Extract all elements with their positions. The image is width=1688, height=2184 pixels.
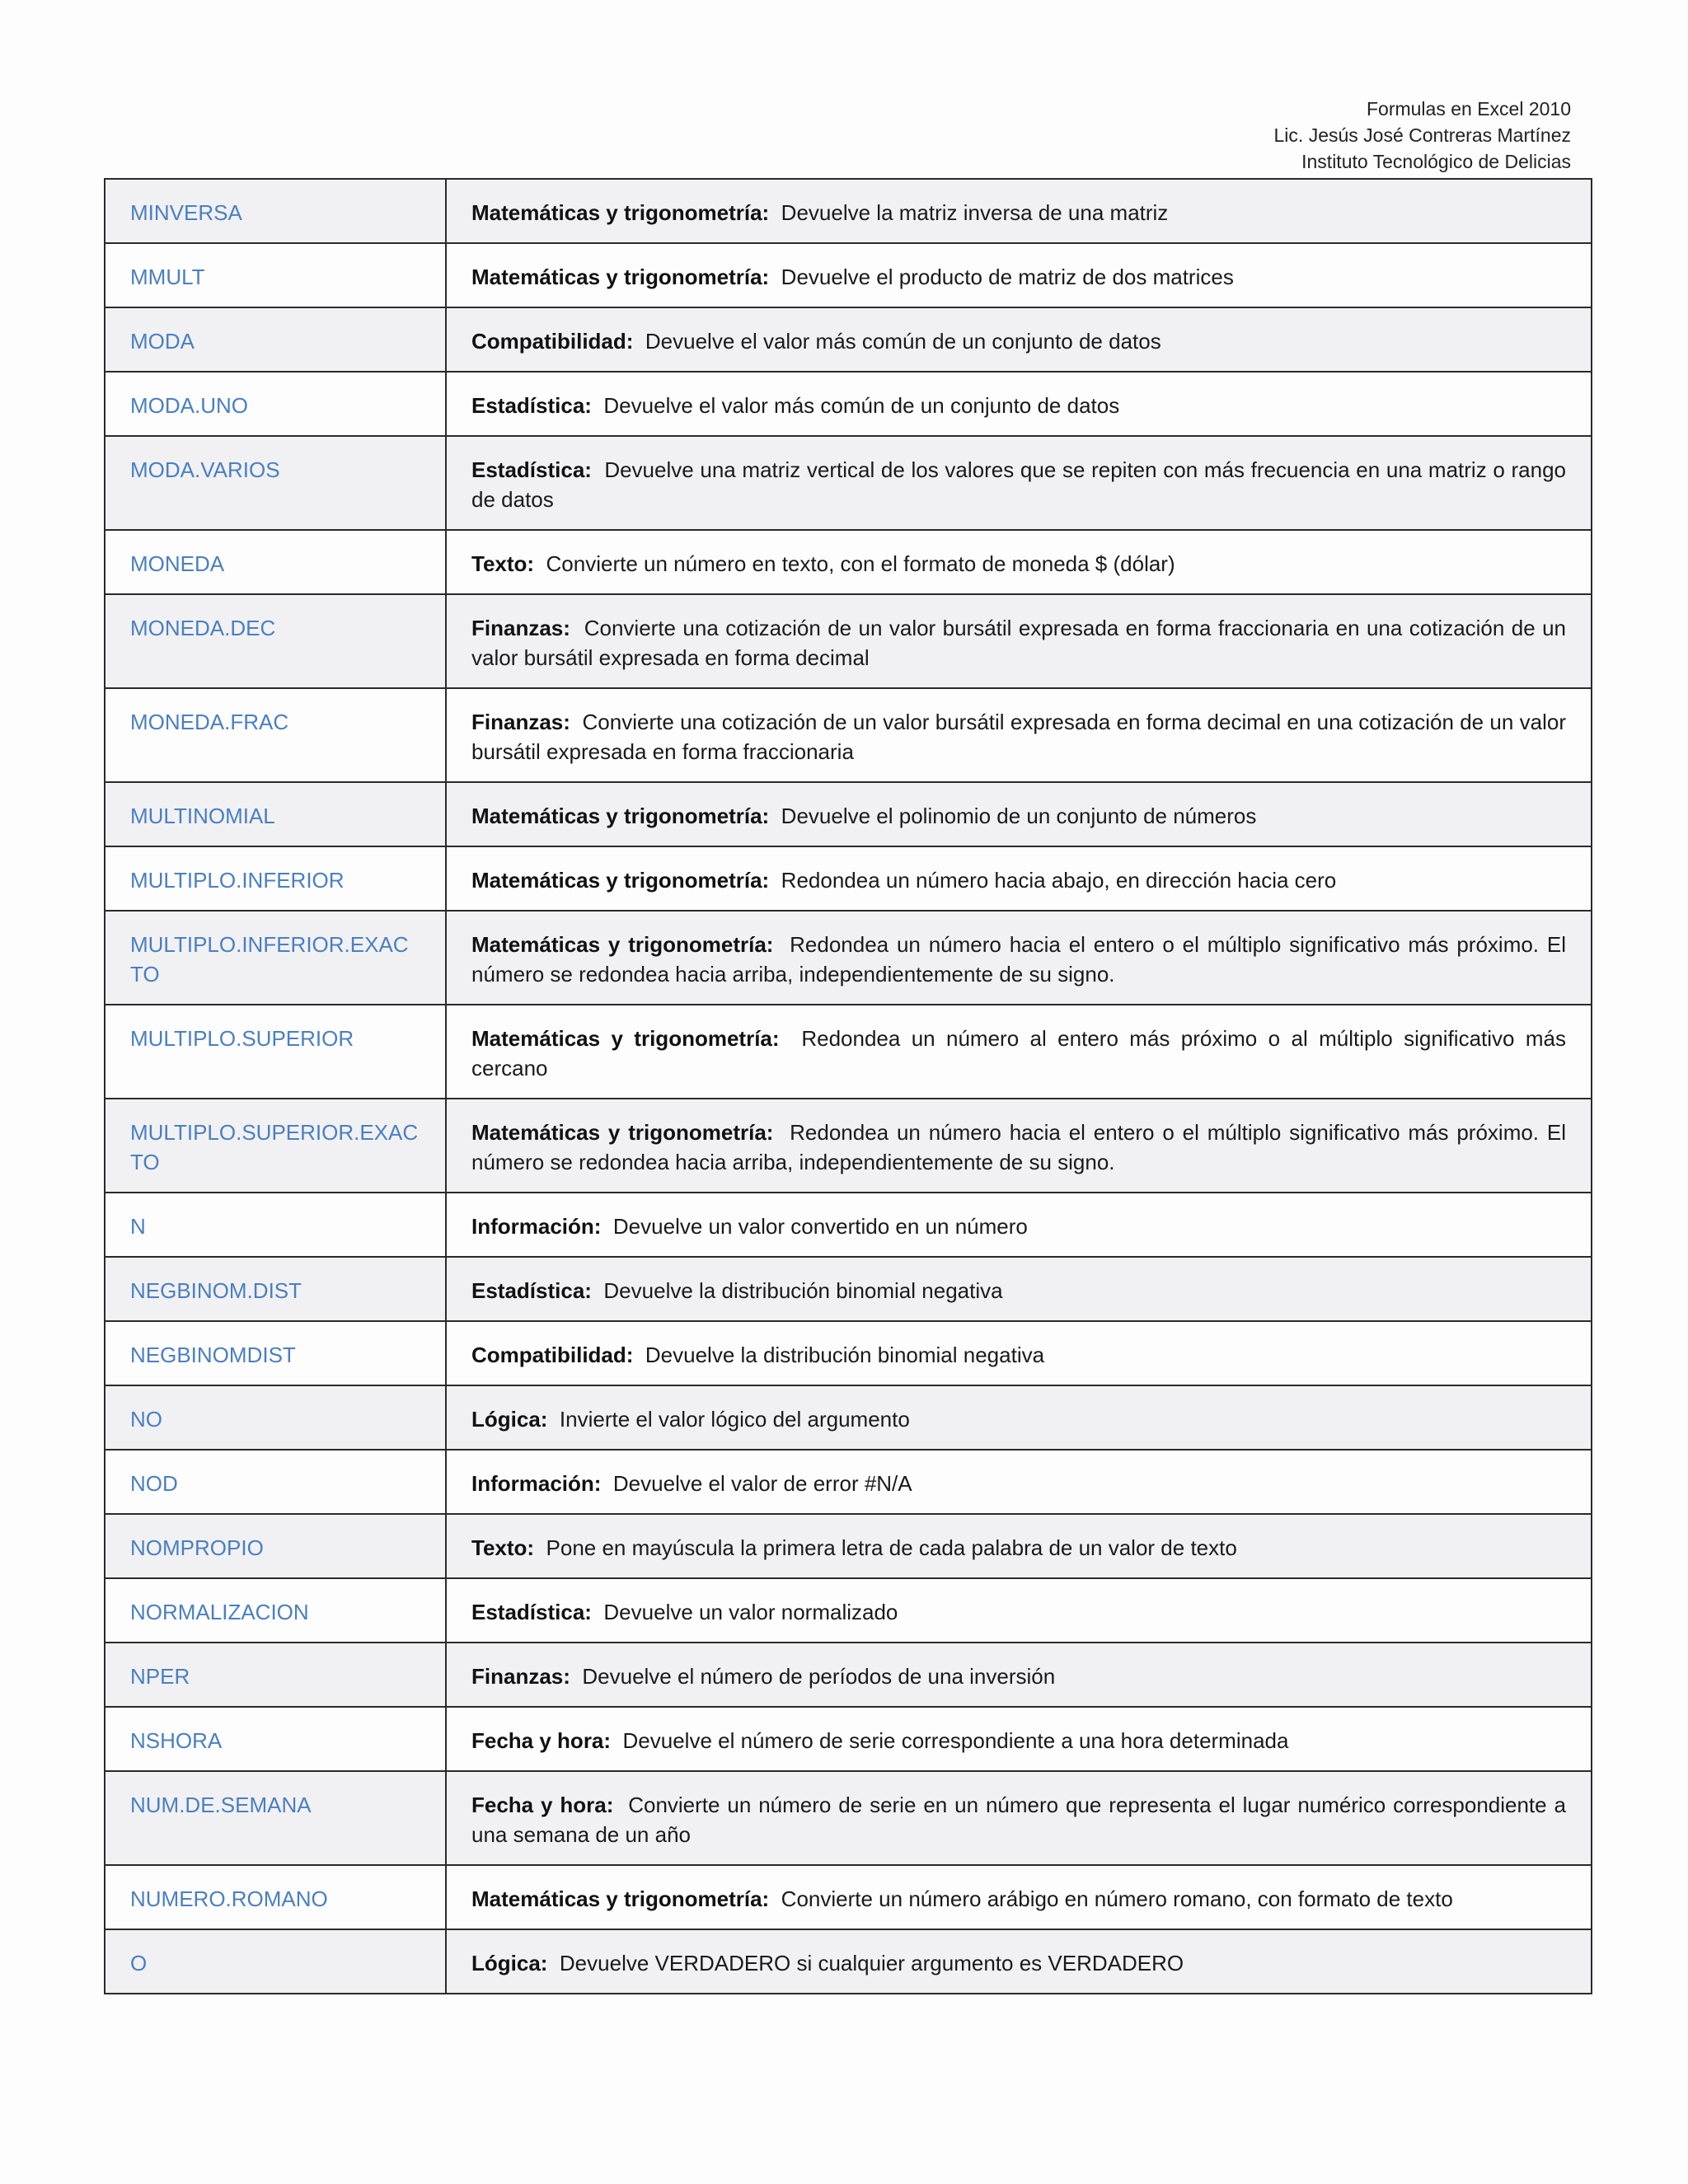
- function-description-text: Convierte un número arábigo en número romano, con formato de texto: [781, 1886, 1453, 1911]
- function-description: [446, 1005, 1592, 1099]
- table-row: [105, 436, 1592, 530]
- table-row: [105, 1005, 1592, 1099]
- function-description: [446, 911, 1592, 1005]
- table-row: [105, 1771, 1592, 1865]
- function-category: Finanzas:: [471, 1664, 570, 1689]
- function-description-text: Devuelve el valor de error #N/A: [612, 1471, 912, 1496]
- function-category: Matemáticas y trigonometría:: [471, 932, 774, 957]
- function-name: MODA: [105, 307, 446, 372]
- table-row: [105, 179, 1592, 243]
- function-name: NUMERO.ROMANO: [105, 1865, 446, 1929]
- function-name: MULTIPLO.INFERIOR.EXACTO: [105, 911, 446, 1005]
- function-description: [446, 1707, 1592, 1771]
- function-name: NEGBINOM.DIST: [105, 1257, 446, 1321]
- function-description-text: Devuelve el valor más común de un conjunto de datos: [645, 329, 1161, 354]
- function-description: [446, 846, 1592, 911]
- table-row: [105, 1193, 1592, 1257]
- table-row: [105, 1707, 1592, 1771]
- table-row: [105, 594, 1592, 688]
- function-description-text: Convierte una cotización de un valor bursátil expresada en forma decimal en una cotización de un valor bursátil expresada en forma fraccionaria: [471, 710, 1566, 764]
- function-name: MULTINOMIAL: [105, 782, 446, 846]
- function-category: Matemáticas y trigonometría:: [471, 1886, 770, 1911]
- function-category: Matemáticas y trigonometría:: [471, 868, 770, 893]
- function-description: [446, 1193, 1592, 1257]
- function-category: Finanzas:: [471, 616, 570, 640]
- function-description: [446, 782, 1592, 846]
- function-category: Matemáticas y trigonometría:: [471, 804, 770, 828]
- table-row: [105, 688, 1592, 782]
- table-row: [105, 1321, 1592, 1385]
- function-name: NEGBINOMDIST: [105, 1321, 446, 1385]
- function-description: [446, 1099, 1592, 1193]
- function-category: Estadística:: [471, 393, 592, 418]
- function-name: MULTIPLO.SUPERIOR: [105, 1005, 446, 1099]
- function-name: MONEDA: [105, 530, 446, 594]
- function-description: [446, 530, 1592, 594]
- function-description-text: Redondea un número al entero más próximo o al múltiplo significativo más cercano: [471, 1026, 1566, 1080]
- function-category: Matemáticas y trigonometría:: [471, 200, 770, 225]
- function-description: [446, 1450, 1592, 1514]
- function-description-text: Devuelve VERDADERO si cualquier argumento es VERDADERO: [559, 1951, 1184, 1975]
- function-description-text: Pone en mayúscula la primera letra de cada palabra de un valor de texto: [546, 1535, 1237, 1560]
- table-row: [105, 911, 1592, 1005]
- function-description-text: Devuelve el número de períodos de una inversión: [582, 1664, 1056, 1689]
- function-name: MMULT: [105, 243, 446, 307]
- function-description-text: Devuelve la distribución binomial negativa: [603, 1278, 1003, 1303]
- function-description-text: Devuelve el número de serie correspondiente a una hora determinada: [622, 1728, 1289, 1753]
- function-name: MULTIPLO.SUPERIOR.EXACTO: [105, 1099, 446, 1193]
- table-row: [105, 1257, 1592, 1321]
- function-description: [446, 1865, 1592, 1929]
- function-description: [446, 594, 1592, 688]
- function-category: Compatibilidad:: [471, 1343, 634, 1367]
- table-row: [105, 782, 1592, 846]
- header-institution: Instituto Tecnológico de Delicias: [1301, 151, 1571, 172]
- function-category: Estadística:: [471, 457, 592, 482]
- table-row: [105, 1450, 1592, 1514]
- function-category: Lógica:: [471, 1407, 548, 1432]
- page-header: [1274, 96, 1571, 175]
- function-description-text: Devuelve una matriz vertical de los valores que se repiten con más frecuencia en una matriz o rango de datos: [471, 457, 1567, 512]
- table-row: [105, 1099, 1592, 1193]
- function-description-text: Convierte un número en texto, con el formato de moneda $ (dólar): [546, 551, 1175, 576]
- table-row: [105, 1865, 1592, 1929]
- function-name: MONEDA.FRAC: [105, 688, 446, 782]
- function-description-text: Devuelve un valor convertido en un número: [612, 1214, 1028, 1239]
- function-description: [446, 688, 1592, 782]
- function-name: MONEDA.DEC: [105, 594, 446, 688]
- function-description-text: Devuelve un valor normalizado: [603, 1600, 898, 1624]
- function-name: NUM.DE.SEMANA: [105, 1771, 446, 1865]
- function-category: Estadística:: [471, 1278, 592, 1303]
- function-description: [446, 1643, 1592, 1707]
- functions-table: [104, 178, 1592, 1994]
- function-description: [446, 307, 1592, 372]
- function-category: Compatibilidad:: [471, 329, 634, 354]
- function-category: Fecha y hora:: [471, 1728, 612, 1753]
- function-description-text: Redondea un número hacia abajo, en dirección hacia cero: [781, 868, 1337, 893]
- function-description-text: Devuelve el producto de matriz de dos matrices: [781, 265, 1234, 289]
- function-category: Fecha y hora:: [471, 1793, 614, 1817]
- function-description: [446, 1578, 1592, 1643]
- function-name: NOD: [105, 1450, 446, 1514]
- function-name: NO: [105, 1385, 446, 1450]
- function-name: MODA.VARIOS: [105, 436, 446, 530]
- function-name: NSHORA: [105, 1707, 446, 1771]
- function-description-text: Redondea un número hacia el entero o el múltiplo significativo más próximo. El número se redondea hacia arriba, independientemente de su signo.: [471, 932, 1566, 987]
- function-category: Lógica:: [471, 1951, 548, 1975]
- function-category: Información:: [471, 1214, 602, 1239]
- function-category: Texto:: [471, 1535, 535, 1560]
- function-category: Matemáticas y trigonometría:: [471, 1120, 774, 1145]
- table-row: [105, 1578, 1592, 1643]
- function-category: Texto:: [471, 551, 535, 576]
- function-name: NPER: [105, 1643, 446, 1707]
- function-description: [446, 1257, 1592, 1321]
- table-row: [105, 1385, 1592, 1450]
- table-row: [105, 846, 1592, 911]
- table-row: [105, 1643, 1592, 1707]
- function-description: [446, 436, 1592, 530]
- function-name: NORMALIZACION: [105, 1578, 446, 1643]
- table-row: [105, 1514, 1592, 1578]
- function-description: [446, 372, 1592, 436]
- table-row: [105, 372, 1592, 436]
- header-title: Formulas en Excel 2010: [1366, 98, 1571, 120]
- header-author: Lic. Jesús José Contreras Martínez: [1273, 124, 1571, 146]
- function-description-text: Devuelve la distribución binomial negativa: [645, 1343, 1045, 1367]
- function-description: [446, 1929, 1592, 1994]
- function-name: O: [105, 1929, 446, 1994]
- function-category: Finanzas:: [471, 710, 570, 734]
- table-row: [105, 530, 1592, 594]
- function-category: Matemáticas y trigonometría:: [471, 1026, 780, 1051]
- function-name: MINVERSA: [105, 179, 446, 243]
- function-category: Información:: [471, 1471, 602, 1496]
- function-name: MODA.UNO: [105, 372, 446, 436]
- function-description: [446, 1514, 1592, 1578]
- function-description: [446, 1771, 1592, 1865]
- function-description-text: Redondea un número hacia el entero o el múltiplo significativo más próximo. El número se redondea hacia arriba, independientemente de su signo.: [471, 1120, 1566, 1174]
- function-description-text: Devuelve el polinomio de un conjunto de números: [781, 804, 1257, 828]
- function-description-text: Invierte el valor lógico del argumento: [559, 1407, 910, 1432]
- function-description-text: Convierte una cotización de un valor bursátil expresada en forma fraccionaria en una cotización de un valor bursátil expresada en forma decimal: [471, 616, 1566, 670]
- function-description: [446, 1385, 1592, 1450]
- table-row: [105, 1929, 1592, 1994]
- function-description: [446, 179, 1592, 243]
- function-description-text: Convierte un número de serie en un número que representa el lugar numérico correspondiente a una semana de un año: [471, 1793, 1566, 1847]
- function-name: N: [105, 1193, 446, 1257]
- table-row: [105, 243, 1592, 307]
- function-description: [446, 243, 1592, 307]
- table-row: [105, 307, 1592, 372]
- function-category: Estadística:: [471, 1600, 592, 1624]
- function-name: MULTIPLO.INFERIOR: [105, 846, 446, 911]
- function-description-text: Devuelve el valor más común de un conjunto de datos: [603, 393, 1120, 418]
- function-name: NOMPROPIO: [105, 1514, 446, 1578]
- function-description-text: Devuelve la matriz inversa de una matriz: [781, 200, 1169, 225]
- function-description: [446, 1321, 1592, 1385]
- function-category: Matemáticas y trigonometría:: [471, 265, 770, 289]
